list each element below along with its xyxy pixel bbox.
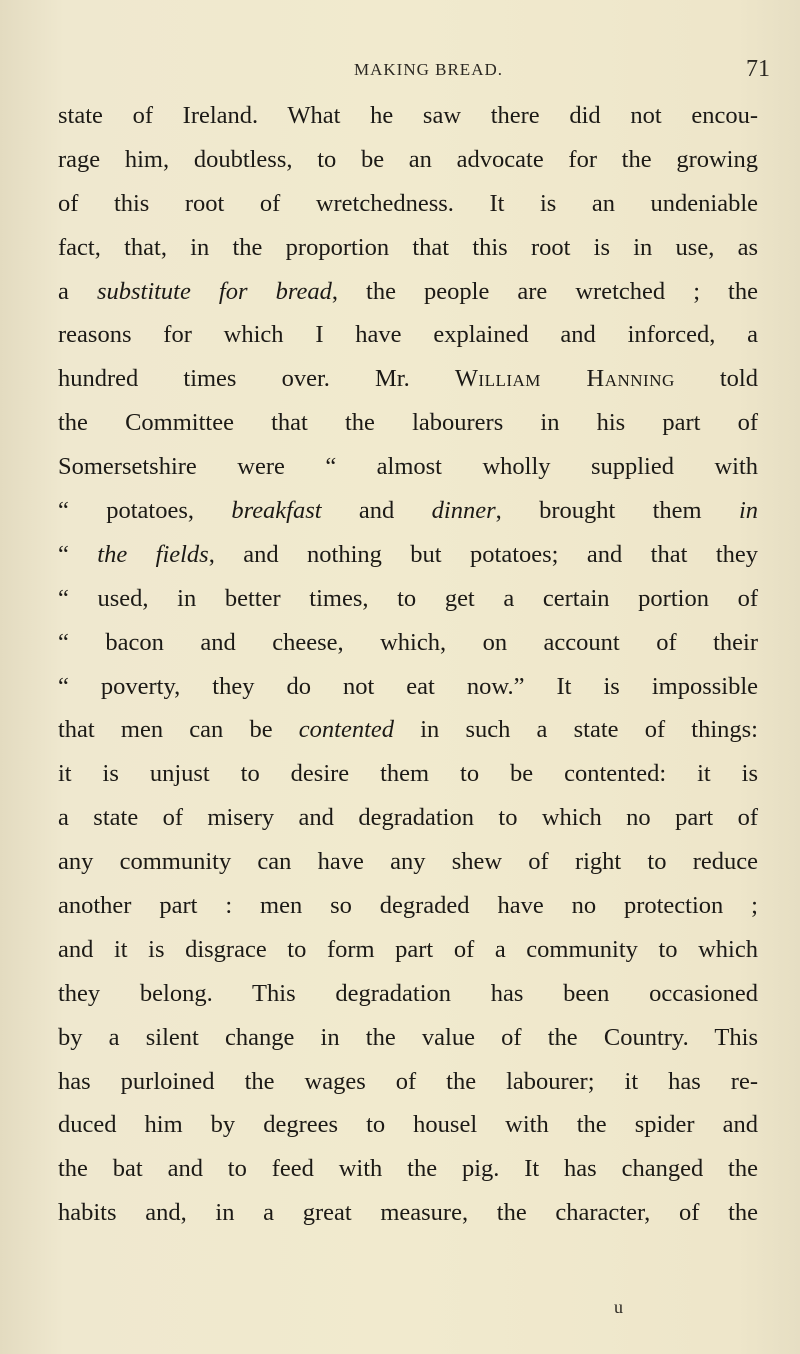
text-line: hundred times over. Mr. William Hanning told (58, 365, 758, 393)
text-line: Somersetshire were “ almost wholly supplied with (58, 453, 758, 481)
text-line: “ the fields, and nothing but potatoes; and that they (58, 540, 759, 568)
text-line: duced him by degrees to housel with the spider and (58, 1111, 758, 1139)
italic-text: the fields (97, 540, 209, 568)
text-line: reasons for which I have explained and inforced, a (58, 321, 758, 349)
text-line: habits and, in a great measure, the character, of the (58, 1199, 758, 1227)
text-line: a substitute for bread, the people are wretched ; the (58, 277, 758, 305)
text-line: “ bacon and cheese, which, on account of their (58, 628, 758, 656)
text-line: fact, that, in the proportion that this root is in use, as (58, 233, 758, 261)
text-line: another part : men so degraded have no protection ; (58, 892, 758, 920)
italic-text: breakfast (231, 497, 322, 525)
running-head-title: MAKING BREAD. (354, 60, 503, 79)
text-line: any community can have any shew of right to reduce (58, 848, 758, 876)
small-caps-name: William Hanning (454, 365, 675, 393)
text-line: state of Ireland. What he saw there did not encou- (58, 102, 758, 129)
running-head (0, 56, 800, 86)
italic-text: in (738, 497, 758, 525)
footer-signature-mark: u (614, 1297, 623, 1317)
text-line: by a silent change in the value of the Country. This (58, 1023, 758, 1051)
text-line: of this root of wretchedness. It is an undeniable (58, 189, 758, 217)
italic-text: dinner (431, 497, 496, 525)
page-number: 71 (746, 56, 770, 82)
italic-text: contented (298, 716, 395, 744)
italic-text: substitute for bread (96, 277, 332, 305)
text-line: that men can be contented in such a state of things: (58, 716, 758, 744)
text-line: has purloined the wages of the labourer; it has re- (58, 1067, 758, 1095)
text-line: rage him, doubtless, to be an advocate for the growing (58, 145, 758, 173)
text-line: they belong. This degradation has been occasioned (58, 979, 758, 1007)
body-text (58, 94, 758, 1235)
text-line: “ poverty, they do not eat now.” It is impossible (58, 672, 758, 700)
text-line: it is unjust to desire them to be contented: it is (58, 760, 758, 788)
text-line: a state of misery and degradation to which no part of (58, 804, 758, 832)
text-line: “ used, in better times, to get a certain portion of (58, 584, 758, 612)
text-line: the bat and to feed with the pig. It has changed the (58, 1155, 758, 1183)
text-line: the Committee that the labourers in his part of (58, 409, 758, 437)
text-line: “ potatoes, breakfast and dinner, brought them in (58, 497, 758, 525)
text-line: and it is disgrace to form part of a community to which (58, 935, 758, 963)
